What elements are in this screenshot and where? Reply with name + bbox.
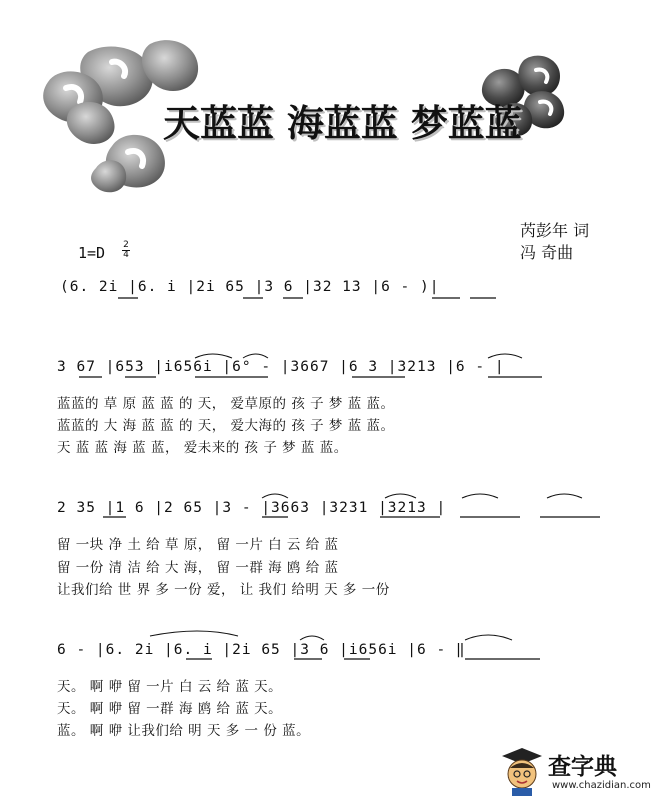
lyric-row-1-verse-2: 蓝蓝的 大 海 蓝 蓝 的 天， 爱大海的 孩 子 梦 蓝 蓝。 (57, 418, 395, 434)
lyric-row-2-verse-1: 留 一块 净 土 给 草 原， 留 一片 白 云 给 蓝 (57, 537, 339, 553)
notation-row-intro: (6. 2i |6. i |2i 65 |3 6 |32 13 |6 - )| (60, 279, 440, 295)
key-signature: 1=D (78, 244, 106, 262)
lyric-row-3-verse-2: 天。 啊 咿 留 一群 海 鸥 给 蓝 天。 (57, 701, 283, 717)
notation-row-2: 2 35 |1 6 |2 65 |3 - |3663 |3231 |3213 | (57, 500, 447, 516)
song-title: 天蓝蓝 海蓝蓝 梦蓝蓝 (163, 101, 522, 145)
notation-row-3: 6 - |6. 2i |6. i |2i 65 |3 6 |i656i |6 - ‖ (57, 642, 466, 658)
lyricist-credit: 芮彭年 词 (520, 221, 590, 240)
lyric-row-2-verse-3: 让我们给 世 界 多 一份 爱， 让 我们 给明 天 多 一份 (57, 582, 390, 598)
lyric-row-3-verse-3: 蓝。 啊 咿 让我们给 明 天 多 一 份 蓝。 (57, 723, 311, 739)
scholar-mascot-icon (500, 746, 544, 798)
composer-credit: 冯 奇曲 (520, 243, 574, 262)
time-signature-bottom: 4 (123, 250, 129, 260)
watermark (496, 744, 666, 800)
lyric-row-2-verse-2: 留 一份 清 洁 给 大 海， 留 一群 海 鸥 给 蓝 (57, 560, 339, 576)
notation-row-1: 3 67 |653 |i656i |6° - |3667 |6 3 |3213 |6 - | (57, 359, 505, 375)
watermark-url: www.chazidian.com (552, 780, 651, 791)
lyric-row-1-verse-3: 天 蓝 蓝 海 蓝 蓝， 爱未来的 孩 子 梦 蓝 蓝。 (57, 440, 348, 456)
lyric-row-3-verse-1: 天。 啊 咿 留 一片 白 云 给 蓝 天。 (57, 679, 283, 695)
time-signature-top: 2 (123, 240, 129, 250)
lyric-row-1-verse-1: 蓝蓝的 草 原 蓝 蓝 的 天， 爱草原的 孩 子 梦 蓝 蓝。 (57, 396, 395, 412)
watermark-name: 查字典 (548, 754, 617, 780)
